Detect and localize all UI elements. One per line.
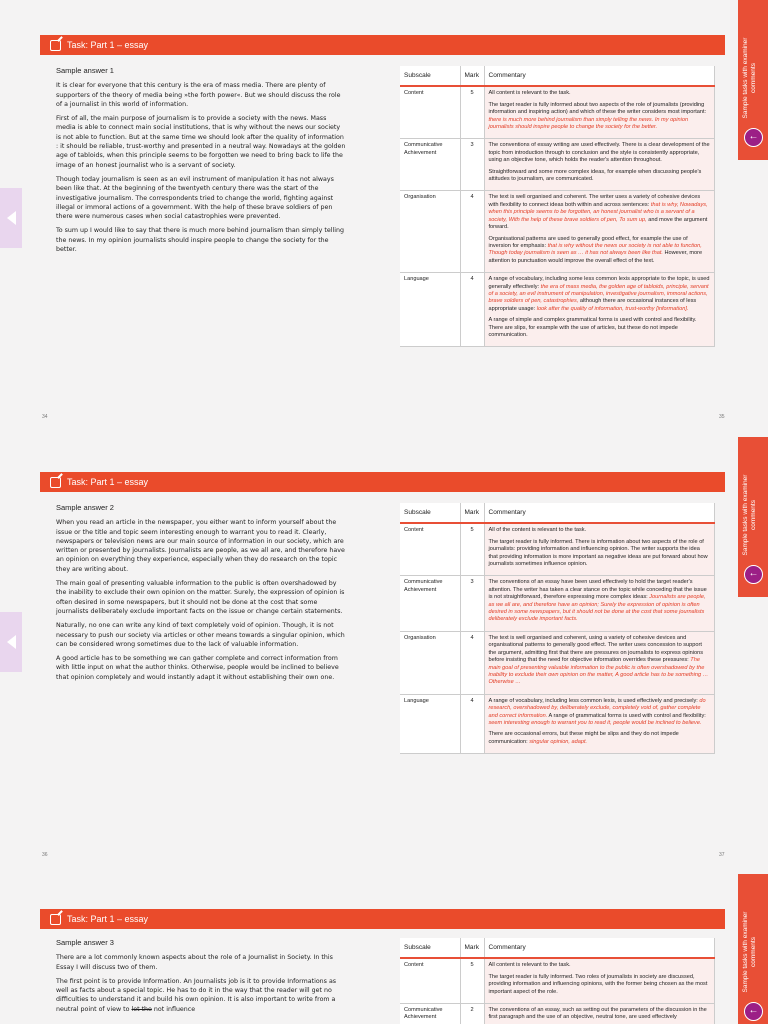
mark-cell: 3: [460, 576, 484, 631]
task-header-title: Task: Part 1 – essay: [67, 914, 149, 924]
table-row: [400, 523, 715, 576]
previous-page-arrow[interactable]: [0, 612, 22, 672]
table-row: [400, 631, 715, 694]
header-subscale: Subscale: [400, 503, 460, 523]
subscale-cell: Language: [400, 694, 460, 753]
commentary-text: The text is well organised and coherent. The writer uses a variety of cohesive devices with flexibility to connect ideas both within and across sentences: that is why, Nowadays, when this principle seems to be forgotten, an honest journalist who is a servant of a society, With the help of these brave soldiers of pen, To sum up, and move the argument forward.: [488, 194, 708, 231]
table-row: [400, 273, 715, 347]
commentary-cell: [484, 576, 715, 631]
task-header-title: Task: Part 1 – essay: [67, 477, 149, 487]
commentary-text: The target reader is fully informed. There is information about two aspects of the role of journalists: providing information and influencing opinion. The writer supports the idea that providing information is more important as negative ideas are put forward about how journalists sometimes influence opinion.: [488, 538, 708, 568]
header-commentary: Commentary: [484, 503, 715, 523]
answer-paragraph: Though today journalism is seen as an evil instrument of manipulation it has not always been like that. At the beginning of the twentyeth century there was the start of the investigative journalism. The correspondents tried to change the world, fighting against illegal or immoral actions of a government. With the help of these brave soldiers of pen there were numerous cases when social catastrophies were prevented.: [56, 175, 334, 221]
mark-cell: 4: [460, 191, 484, 273]
mark-cell: 3: [460, 139, 484, 191]
back-arrow-icon[interactable]: ←: [744, 565, 763, 584]
subscale-cell: Organisation: [400, 191, 460, 273]
subscale-cell: Communicative Achievement: [400, 139, 460, 191]
header-commentary: Commentary: [484, 66, 715, 86]
side-tab-label: Sample tasks with examiner comments: [742, 911, 757, 993]
answer-paragraph: There are a lot commonly known aspects about the role of a Journalist in Society. In this Essay I will discuss two of them.: [56, 954, 333, 971]
subscale-cell: Content: [400, 958, 460, 1003]
commentary-cell: [484, 631, 715, 694]
back-arrow-icon[interactable]: ←: [744, 128, 763, 147]
side-tab-label: Sample tasks with examiner comments: [742, 474, 757, 556]
answer-paragraph: When you read an article in the newspaper, you either want to inform yourself about the issue or the title and topic seem interesting enough to warrant you to read it. Clearly, newspapers or television news are our main source of information in our society, which are written or presented by journalists. Journalists are people, as we all are, and therefore have an opinion on everything they experience, especially when they do research on the topic they are writing about.: [56, 519, 345, 573]
header-mark: Mark: [460, 938, 484, 958]
table-row: [400, 958, 715, 1003]
previous-page-arrow[interactable]: [0, 188, 22, 248]
side-tab: [738, 437, 768, 597]
answer-paragraph: It is clear for everyone that this century is the era of mass media. There are plenty of supporters of the theory of media being »the forth power«. But we should discuss the role of a journalist in this world of information.: [56, 82, 341, 108]
sample-answer-1: [56, 66, 346, 259]
header-commentary: Commentary: [484, 938, 715, 958]
answer-paragraph: First of all, the main purpose of journalism is to provide a society with the news. Mass media is able to connect main social institutions, that is why without the news our society is not able to function. But at the same time we should look after the quality of information : it should be reliable, trust-worthy and presented in a neutral way. Nowadays at the golden age of tabloids, when this principle seems to be forgotten we need to bring back to life the image of an honest journalist who is a servant of society.: [56, 115, 346, 169]
sample-answer-3: [56, 938, 346, 1019]
commentary-text: The conventions of an essay, such as setting out the parameters of the discussion in the first paragraph and the use of an objective, neutral tone, are used effectively: [488, 1007, 707, 1021]
commentary-text: Organisational patterns are used to generally good effect, for example the use of inversion for emphasis: that is why without the news our society is not able to function, Though today journalism is seen as … it has not always been like that. However, more attention to punctuation would improve the overall effect of the text.: [488, 235, 703, 264]
commentary-text: Straightforward and some more complex ideas, for example when discussing people's attitudes to journalism, are communicated.: [488, 168, 702, 183]
back-arrow-icon[interactable]: ←: [744, 1002, 763, 1021]
mark-cell: 4: [460, 631, 484, 694]
task-header: [40, 472, 725, 492]
commentary-text: A range of vocabulary, including some less common lexis appropriate to the topic, is used generally effectively: the era of mass media, the golden age of tabloids, principle, servant of a society, an evil instrument of manipulation, investigative journalism, immoral actions, brave soldiers of pen, catastrophies, although there are occasional instances of less appropriate usage: look after the quality of information, trust-worthy [information].: [488, 276, 710, 312]
page-number: 37: [719, 852, 725, 858]
page-number: 35: [719, 414, 725, 420]
subscale-cell: Organisation: [400, 631, 460, 694]
edit-icon: [50, 914, 61, 925]
commentary-cell: [484, 1004, 715, 1024]
commentary-text: The conventions of essay writing are used effectively. There is a clear development of the topic from introduction through to conclusion and the style is consistently appropriate, using an objective tone, which holds the reader's attention throughout.: [488, 142, 710, 164]
commentary-text: The conventions of an essay have been used effectively to hold the target reader's attention. The writer has taken a clear stance on the topic while conceding that the issue is not straightforward, therefore expressing more complex ideas: Journalists are people, as we all are, and therefore have an opinion; Surely the expression of opinion is often desired in some newspapers, but it should not be done at the cost that some journalists deliberately exclude important facts.: [488, 579, 707, 623]
header-subscale: Subscale: [400, 66, 460, 86]
commentary-cell: [484, 86, 715, 139]
commentary-cell: [484, 139, 715, 191]
commentary-table-2: [400, 503, 715, 754]
subscale-cell: Communicative Achievement: [400, 1004, 460, 1024]
page-number: 36: [42, 852, 48, 858]
edit-icon: [50, 477, 61, 488]
answer-paragraph: To sum up I would like to say that there is much more behind journalism than simply telling the news. In my opinion journalists should inspire people to change the society for the better.: [56, 227, 344, 254]
subscale-cell: Language: [400, 273, 460, 347]
edit-icon: [50, 40, 61, 51]
commentary-cell: [484, 191, 715, 273]
commentary-cell: [484, 958, 715, 1003]
answer-title: Sample answer 2: [56, 503, 114, 512]
commentary-text: All content is relevant to the task.: [488, 90, 571, 97]
table-row: [400, 1004, 715, 1024]
side-tab: [738, 874, 768, 1024]
commentary-text: All content is relevant to the task.: [488, 962, 571, 969]
mark-cell: 2: [460, 1004, 484, 1024]
commentary-text: A range of vocabulary, including less common lexis, is used effectively and precisely: do research, overshadowed by, deliberately exclude, completely void of, gather complete and correct information. A range of grammatical forms is used with control and flexibility: seem interesting enough to warrant you to read it, people would be inclined to believe.: [488, 697, 706, 726]
commentary-text: A range of simple and complex grammatical forms is used with control and flexibility. There are slips, for example with the use of articles, but these do not impede communication.: [488, 317, 697, 338]
commentary-cell: [484, 523, 715, 576]
page-number: 34: [42, 414, 48, 420]
mark-cell: 5: [460, 958, 484, 1003]
header-subscale: Subscale: [400, 938, 460, 958]
answer-paragraph: The first point is to provide Information. An Journalists job is it to provide Informations as well as facts about a special topic. He has to do it in the way that the reader will get no difficulties to understand it and build his own opinion. It is also important to write from a neutral point of view to let the not influence: [56, 977, 337, 1013]
answer-paragraph: The main goal of presenting valuable information to the public is often overshadowed by the inability to exclude their own opinion on the matter. Surely, the expression of opinion is often desired in some newspapers, but it should not be done at the cost that some journalists deliberately exclude important facts on the issue or change certain statements.: [56, 580, 345, 615]
task-header-title: Task: Part 1 – essay: [67, 40, 149, 50]
commentary-table-1: [400, 66, 715, 347]
sample-answer-2: [56, 503, 346, 687]
commentary-text: There are occasional errors, but these might be slips and they do not impede communication: singular opinion, adapt.: [488, 731, 679, 745]
commentary-text: The text is well organised and coherent, using a variety of cohesive devices and organisational patterns to generally good effect. The writer uses concession to support the argument, admitting first that there are pressures on journalists to express opinions before insisting that the need for objective information overrides these pressures: The main goal of presenting valuable information to the public is often overshadowed by the inability to exclude their own opinion on the matter, A good article has to be something … Otherwise …: [488, 634, 709, 686]
commentary-text: The target reader is fully informed. Two roles of journalists in society are discussed, providing information and influencing opinions, with the former being chosen as the most important aspect of the role.: [488, 973, 708, 995]
side-tab-label: Sample tasks with examiner comments: [742, 37, 757, 119]
table-row: [400, 694, 715, 753]
commentary-cell: [484, 273, 715, 347]
table-row: [400, 86, 715, 139]
table-row: [400, 191, 715, 273]
task-header: [40, 909, 725, 929]
commentary-text: The target reader is fully informed about two aspects of the role of journalists (providing information and inspiring action) and which of these the writer considers most important: there is much more behind journalism than simply telling the news. In my opinion journalists should inspire people to change the society for the better.: [488, 101, 707, 131]
mark-cell: 4: [460, 694, 484, 753]
subscale-cell: Communicative Achievement: [400, 576, 460, 631]
chevron-left-icon: [7, 211, 16, 225]
side-tab: [738, 0, 768, 160]
mark-cell: 5: [460, 523, 484, 576]
answer-paragraph: Naturally, no one can write any kind of text completely void of opinion. Though, it is not necessary to push our society via articles or other means towards a singular opinion, which can be considered wrong sometimes due to the lack of valuable information.: [56, 622, 345, 648]
header-mark: Mark: [460, 503, 484, 523]
commentary-text: All of the content is relevant to the task.: [488, 527, 587, 534]
mark-cell: 4: [460, 273, 484, 347]
header-mark: Mark: [460, 66, 484, 86]
commentary-table-3: [400, 938, 715, 1024]
subscale-cell: Content: [400, 86, 460, 139]
subscale-cell: Content: [400, 523, 460, 576]
task-header: [40, 35, 725, 55]
table-row: [400, 576, 715, 631]
answer-title: Sample answer 3: [56, 938, 114, 947]
table-row: [400, 139, 715, 191]
chevron-left-icon: [7, 635, 16, 649]
commentary-cell: [484, 694, 715, 753]
answer-paragraph: A good article has to be something we can gather complete and correct information from with little input on what the author thinks. Otherwise, people would be inclined to believe that opinion completely and would instantly adapt it without establishing their own one.: [56, 655, 339, 681]
mark-cell: 5: [460, 86, 484, 139]
answer-title: Sample answer 1: [56, 66, 114, 75]
